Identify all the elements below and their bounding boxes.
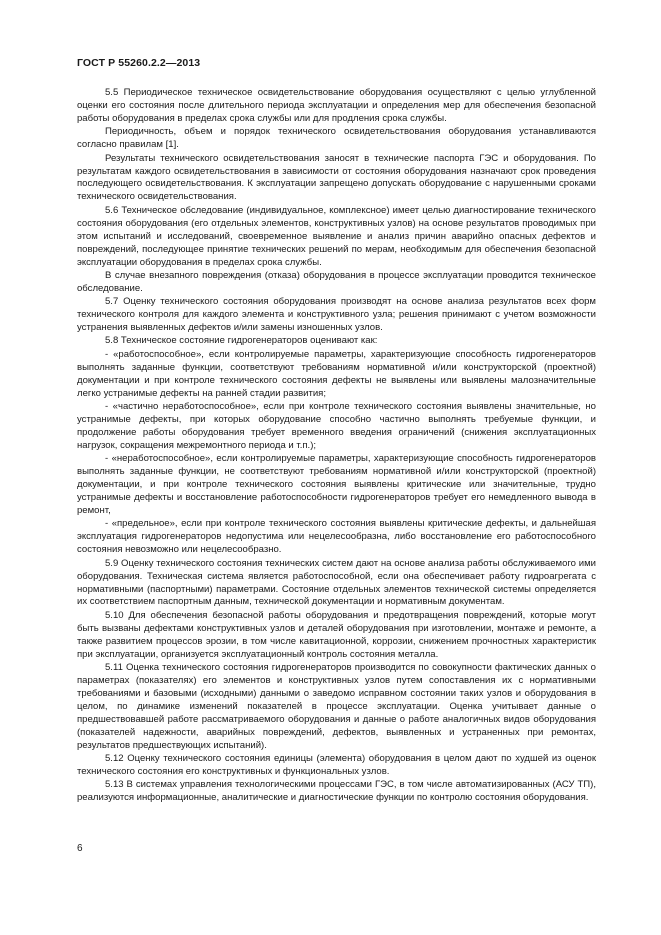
paragraph-5-5: 5.5 Периодическое техническое освидетельствование оборудования осуществляют с целью углубленной оценки его состояния после длительного периода эксплуатации и определения мер для обеспечения безопасной работы оборудования в пределах срока службы или для продления срока службы. xyxy=(77,87,596,124)
paragraph-5-11: 5.11 Оценка технического состояния гидрогенераторов производится по совокупности фактических данных о параметрах (показателях) его элементов и конструктивных узлов путем сопоставления их с нормативными требованиями и базовыми (исходными) данными о заведомо исправном состоянии таких узлов и оборудования в целом, по динамике изменений показателей в процессе эксплуатации. Оценка учитывает данные о предшествовавшей работе рассматриваемого оборудования и данные о работе аналогичных видов оборудования (показателей надежности, аварийных повреждений, дефектов, выявленных и устраненных при ремонтах, результатов предшествующих испытаний). xyxy=(77,662,596,751)
paragraph-5-13: 5.13 В системах управления технологическими процессами ГЭС, в том числе автоматизированных (АСУ ТП), реализуются информационные, аналитические и диагностические функции по контролю состояния оборудования. xyxy=(77,779,596,804)
paragraph-5-7: 5.7 Оценку технического состояния оборудования производят на основе анализа результатов всех форм технического контроля для каждого элемента и конструктивного узла; решения принимают с учетом возможности устранения выявленных дефектов и/или замены изношенных узлов. xyxy=(77,296,596,334)
paragraph-5-10: 5.10 Для обеспечения безопасной работы оборудования и предотвращения повреждений, которые могут быть вызваны дефектами конструктивных узлов и деталей оборудования при изготовлении, монтаже и ремонте, а также развитием процессов эрозии, в том числе кавитационной, коррозии, снижением прочностных характеристик при эксплуатации, организуется эксплуатационный контроль состояния металла. xyxy=(77,609,596,660)
paragraph-5-6-failure: В случае внезапного повреждения (отказа) оборудования в процессе эксплуатации проводится техническое обследование. xyxy=(77,269,596,294)
paragraph-5-5-periodicity: Периодичность, объем и порядок технического освидетельствования оборудования устанавливаются согласно правилам [1]. xyxy=(77,126,596,151)
paragraph-5-8: 5.8 Техническое состояние гидрогенераторов оценивают как: xyxy=(105,335,378,347)
list-item-partially-inoperable: - «частично неработоспособное», если при контроле технического состояния выявлены значительные, но устранимые дефекты, при которых оборудование способно частично выполнять требуемые функции, и продолжение работы оборудования требует временного введения ограничений (снижения эксплуатационных нагрузок, сокращения межремонтного периода и т.п.); xyxy=(77,401,596,451)
document-body xyxy=(77,87,596,806)
page-number: 6 xyxy=(77,843,83,854)
paragraph-5-12: 5.12 Оценку технического состояния единицы (элемента) оборудования в целом дают по худшей из оценок технического состояния его конструктивных и функциональных узлов. xyxy=(77,753,596,778)
list-item-limit-state: - «предельное», если при контроле технического состояния выявлены критические дефекты, и дальнейшая эксплуатация гидрогенераторов недопустима или нецелесообразна, либо восстановление его работоспособного состояния невозможно или нецелесообразно. xyxy=(77,518,596,556)
document-code-header: ГОСТ Р 55260.2.2—2013 xyxy=(77,57,201,69)
paragraph-5-9: 5.9 Оценку технического состояния технических систем дают на основе анализа работы обслуживаемого ими оборудования. Техническая система является работоспособной, если она обеспечивает работу гидроагрегата с нормативными (паспортными) параметрами. Состояние отдельных элементов технической системы определяется их соответствием паспортным данным, технической документации и нормативным документам. xyxy=(77,557,596,608)
paragraph-5-6: 5.6 Техническое обследование (индивидуальное, комплексное) имеет целью диагностирование технического состояния оборудования (его отдельных элементов, конструктивных узлов) на основе результатов проводимых при этом испытаний и исследований, своевременное выявление и анализ причин аварийно опасных дефектов и повреждений, последующее принятие технических решений по мерам, необходимым для обеспечения безопасной эксплуатации оборудования в пределах срока службы. xyxy=(77,204,596,268)
list-item-inoperable: - «неработоспособное», если контролируемые параметры, характеризующие способность гидрогенераторов выполнять заданные функции, не соответствуют требованиям нормативной и/или конструкторской (проектной) документации, и при контроле технического состояния выявлены критические или значительные, трудно устранимые дефекты и восстановление работоспособности гидрогенераторов требует его немедленного вывода в ремонт, xyxy=(77,453,596,517)
paragraph-5-5-results: Результаты технического освидетельствования заносят в технические паспорта ГЭС и оборудования. По результатам каждого освидетельствования в зависимости от состояния оборудования назначают срок проведения последующего освидетельствования. К эксплуатации запрещено допускать оборудование с нарушенными сроками технического освидетельствования. xyxy=(77,152,596,203)
list-item-operable: - «работоспособное», если контролируемые параметры, характеризующие способность гидрогенераторов выполнять заданные функции, соответствуют требованиям нормативной и/или конструкторской (проектной) документации и при контроле технического состояния дефекты не выявлены или выявлены малозначительные легко устранимые дефекты на ранней стадии развития; xyxy=(77,348,596,399)
